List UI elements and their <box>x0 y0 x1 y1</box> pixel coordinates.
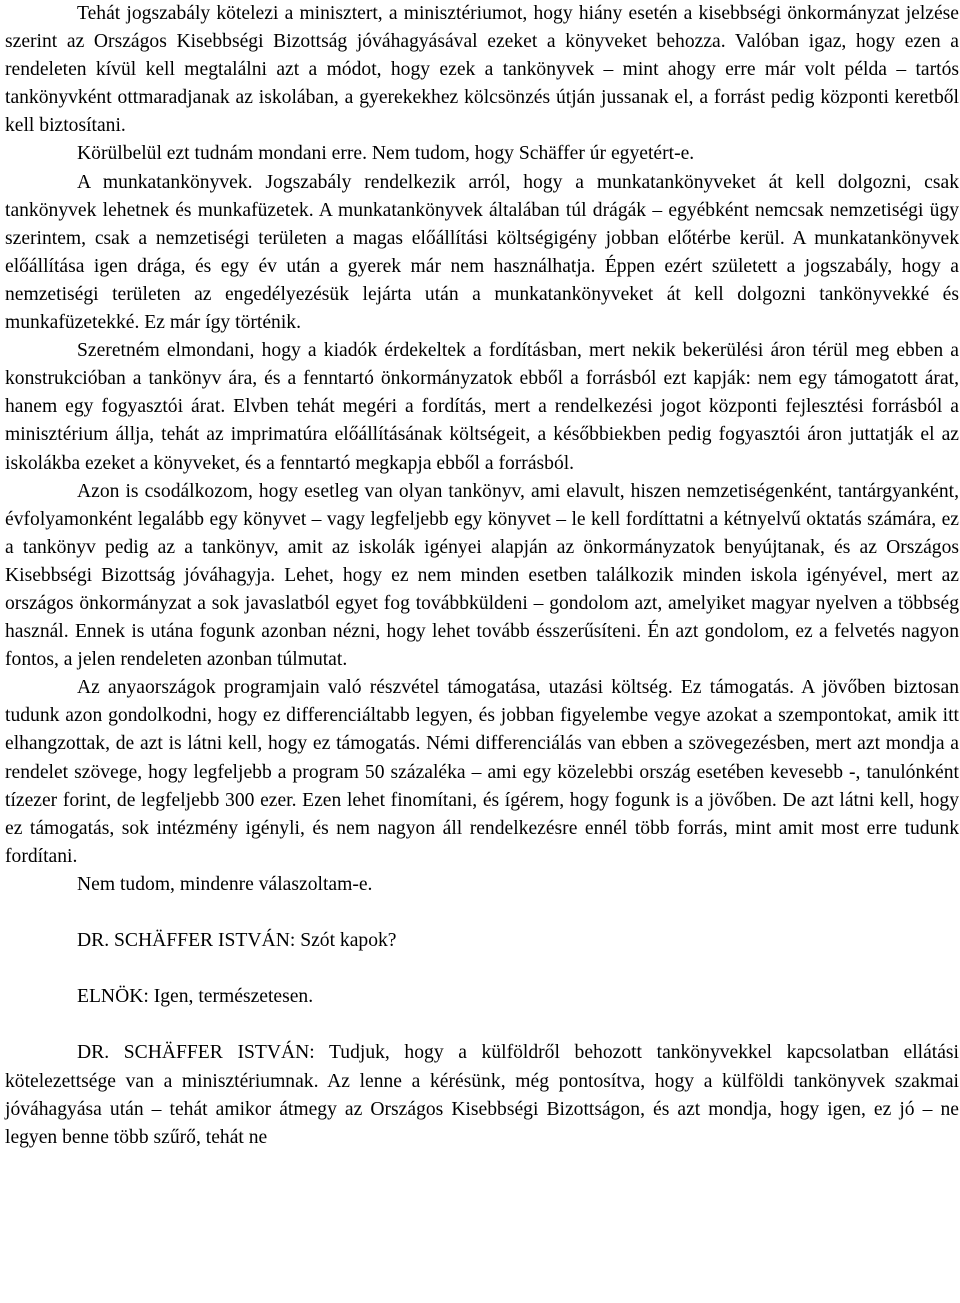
document-page <box>5 0 959 1152</box>
paragraph-2: Körülbelül ezt tudnám mondani erre. Nem tudom, hogy Schäffer úr egyetért-e. <box>77 143 695 165</box>
paragraph-6: Az anyaországok programjain való részvétel támogatása, utazási költség. Ez támogatás. A jövőben biztosan tudunk azon gondolkodni, hogy ez differenciáltabb legyen, és jobban figyelembe vegye azokat a szempontokat, amik itt elhangzottak, de azt is látni kell, hogy ez támogatás. Némi differenciálás van ebben a szövegezésben, mert azt mondja a rendelet szövege, hogy legfeljebb a program 50 százaléka – ami egy közelebbi ország esetében kevesebb -, tanulónként tízezer forint, de legfeljebb 300 ezer. Ezen lehet finomítani, és ígérem, hogy fogunk is a jövőben. De azt látni kell, hogy ez támogatás, sok intézmény igényli, és nem nagyon áll rendelkezésre ennél több forrás, mint amit most erre tudunk fordítani. <box>5 677 959 867</box>
speaker-line-elnok: ELNÖK: Igen, természetesen. <box>77 986 314 1008</box>
speaker-paragraph-schaffer: DR. SCHÄFFER ISTVÁN: Tudjuk, hogy a külföldről behozott tankönyvekkel kapcsolatban ellátási kötelezettsége van a minisztériumnak. Az lenne a kérésünk, még pontosítva, hogy a külföldi tankönyvek szakmai jóváhagyása után – tehát amikor átmegy az Országos Kisebbségi Bizottságon, és azt mondja, hogy igen, ez jó – ne legyen benne több szűrő, tehát ne <box>5 1042 959 1148</box>
paragraph-3: A munkatankönyvek. Jogszabály rendelkezik arról, hogy a munkatankönyveket át kell dolgozni, csak tankönyvek lehetnek és munkafüzetek. A munkatankönyvek általában túl drágák – egyébként nemcsak nemzetiségi ügy szerintem, csak a nemzetiségi területen a magas előállítási költségigény jobban előtérbe kerül. A munkatankönyvek előállítása igen drága, és egy év után a gyerek már nem használhatja. Éppen ezért született a jogszabály, hogy a nemzetiségi területen az engedélyezésük lejárta után a munkatankönyveket át kell dolgozni tankönyvekké és munkafüzetekké. Ez már így történik. <box>5 171 959 334</box>
paragraph-5: Azon is csodálkozom, hogy esetleg van olyan tankönyv, ami elavult, hiszen nemzetiségenként, tantárgyanként, évfolyamonként legalább egy könyvet – vagy legfeljebb egy könyvet – le kell fordíttatni a kétnyelvű oktatás számára, ez a tankönyv pedig az a tankönyv, amit az iskolák igényei alapján az önkormányzatok benyújtanak, és az Országos Kisebbségi Bizottság jóváhagyja. Lehet, hogy ez nem minden esetben találkozik minden iskola igényével, mert az országos önkormányzat a sok javaslatból egyet fog továbbküldeni – gondolom azt, amelyiket magyar nyelven a többség használ. Ennek is utána fogunk azonban nézni, hogy lehet tovább ésszerűsíteni. Én azt gondolom, ez a felvetés nagyon fontos, a jelen rendeleten azonban túlmutat. <box>5 480 959 671</box>
paragraph-7: Nem tudom, mindenre válaszoltam-e. <box>77 873 373 895</box>
paragraph-spacer <box>5 1011 959 1039</box>
paragraph-1: Tehát jogszabály kötelezi a minisztert, a minisztériumot, hogy hiány esetén a kisebbségi önkormányzat jelzése szerint az Országos Kisebbségi Bizottság jóváhagyásával ezeket a könyveket behozza. Valóban igaz, hogy ezen a rendeleten kívül kell megtalálni azt a módot, hogy ezek a tankönyvek – mint ahogy erre már volt példa – tartós tankönyvként ottmaradjanak az iskolában, a gyerekekhez kölcsönzés útján jussanak el, a forrást pedig központi keretből kell biztosítani. <box>5 3 959 137</box>
speaker-line-schaffer: DR. SCHÄFFER ISTVÁN: Szót kapok? <box>77 930 397 952</box>
paragraph-spacer <box>5 955 959 983</box>
paragraph-4: Szeretném elmondani, hogy a kiadók érdekeltek a fordításban, mert nekik bekerülési áron térül meg ebben a konstrukcióban a tankönyv ára, és a fenntartó önkormányzatok ebből a forrásból ezt kapják: nem egy támogatott árat, hanem egy fogyasztói árat. Elvben tehát megéri a fordítás, mert a rendelkezési jogot központi fejlesztési forrásból a minisztérium állja, tehát az imprimatúra előállításának költségeit, a későbbiekben pedig fogyasztói áron juttatják el az iskolákba ezeket a könyveket, és a fenntartó megkapja ebből a forrásból. <box>5 340 959 474</box>
paragraph-spacer <box>5 899 959 927</box>
